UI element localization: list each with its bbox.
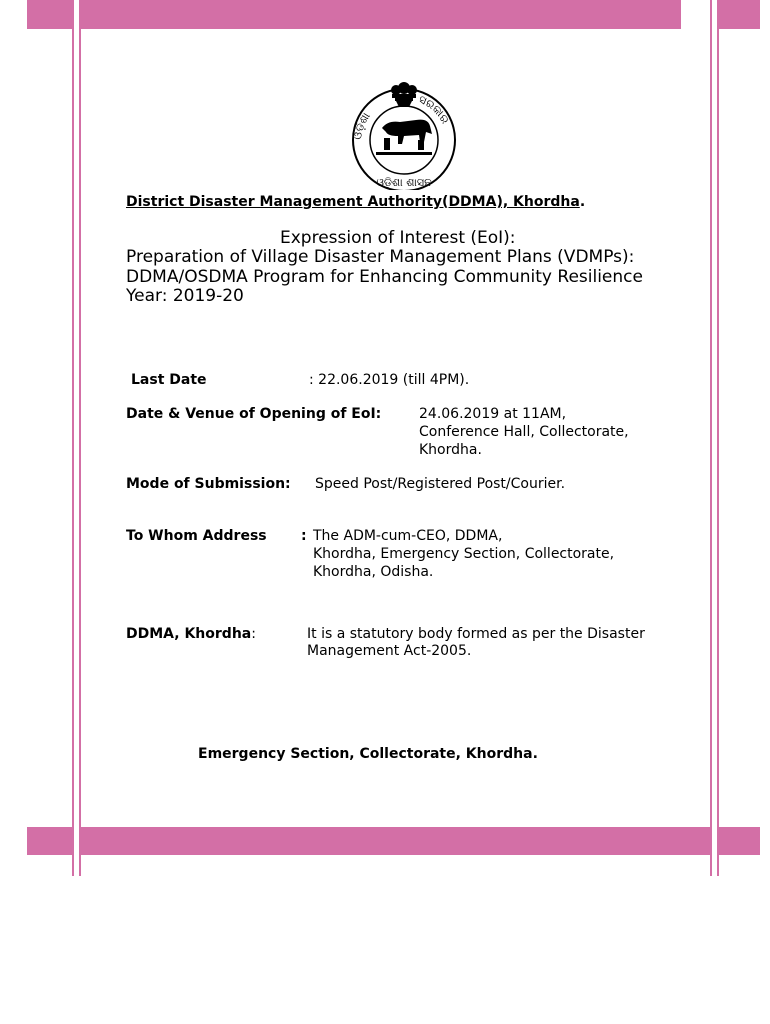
top-pink-band-left: [27, 0, 681, 29]
mode-label: Mode of Submission:: [126, 476, 291, 492]
lion-capital-icon: [391, 82, 417, 107]
address-label: To Whom Address: [126, 528, 267, 544]
ddma-label: DDMA, Khordha: [126, 626, 252, 642]
opening-line-3: Khordha.: [419, 442, 482, 458]
opening-line-2: Conference Hall, Collectorate,: [419, 424, 629, 440]
address-line-2: Khordha, Emergency Section, Collectorate,: [313, 546, 615, 562]
mode-value: Speed Post/Registered Post/Courier.: [315, 476, 566, 492]
ddma-description-line-1: It is a statutory body formed as per the Disaster: [307, 626, 645, 642]
address-line-1: The ADM-cum-CEO, DDMA,: [313, 528, 503, 544]
right-vertical-border: [710, 0, 719, 876]
ddma-label-row: [126, 626, 256, 643]
bottom-pink-band: [27, 827, 760, 855]
authority-suffix: .: [579, 194, 586, 210]
authority-name: District Disaster Management Authority(DDMA), Khordha: [126, 194, 580, 210]
eoi-year-line: Year: 2019-20: [126, 286, 244, 306]
last-date-label: Last Date: [131, 372, 207, 388]
left-vertical-border: [72, 0, 81, 876]
eoi-title: Expression of Interest (EoI):: [280, 228, 516, 248]
opening-line-1: 24.06.2019 at 11AM,: [419, 406, 567, 422]
footer-office: Emergency Section, Collectorate, Khordha.: [198, 746, 538, 762]
opening-label: Date & Venue of Opening of EoI:: [126, 406, 382, 422]
emblem-motto: ଓଡ଼ିଶା ଶାସନ: [376, 176, 432, 189]
odisha-state-emblem-icon: [338, 78, 470, 190]
last-date-text: : 22.06.2019 (till 4PM).: [309, 372, 470, 388]
emblem-ring-text-right: ସରକାର: [416, 92, 452, 126]
address-colon: :: [301, 528, 307, 544]
emblem-ring-text-left: ଓଡ଼ିଶା: [350, 110, 373, 141]
authority-heading: [126, 194, 585, 211]
last-date-value: [309, 372, 469, 389]
emblem-animal-icon: [376, 120, 432, 155]
eoi-subject-line: Preparation of Village Disaster Management Plans (VDMPs):: [126, 247, 635, 267]
top-pink-band-right: [716, 0, 760, 29]
ddma-description-line-2: Management Act-2005.: [307, 643, 472, 659]
eoi-program-line: DDMA/OSDMA Program for Enhancing Community Resilience: [126, 267, 643, 287]
address-line-3: Khordha, Odisha.: [313, 564, 434, 580]
ddma-colon: :: [251, 626, 256, 642]
